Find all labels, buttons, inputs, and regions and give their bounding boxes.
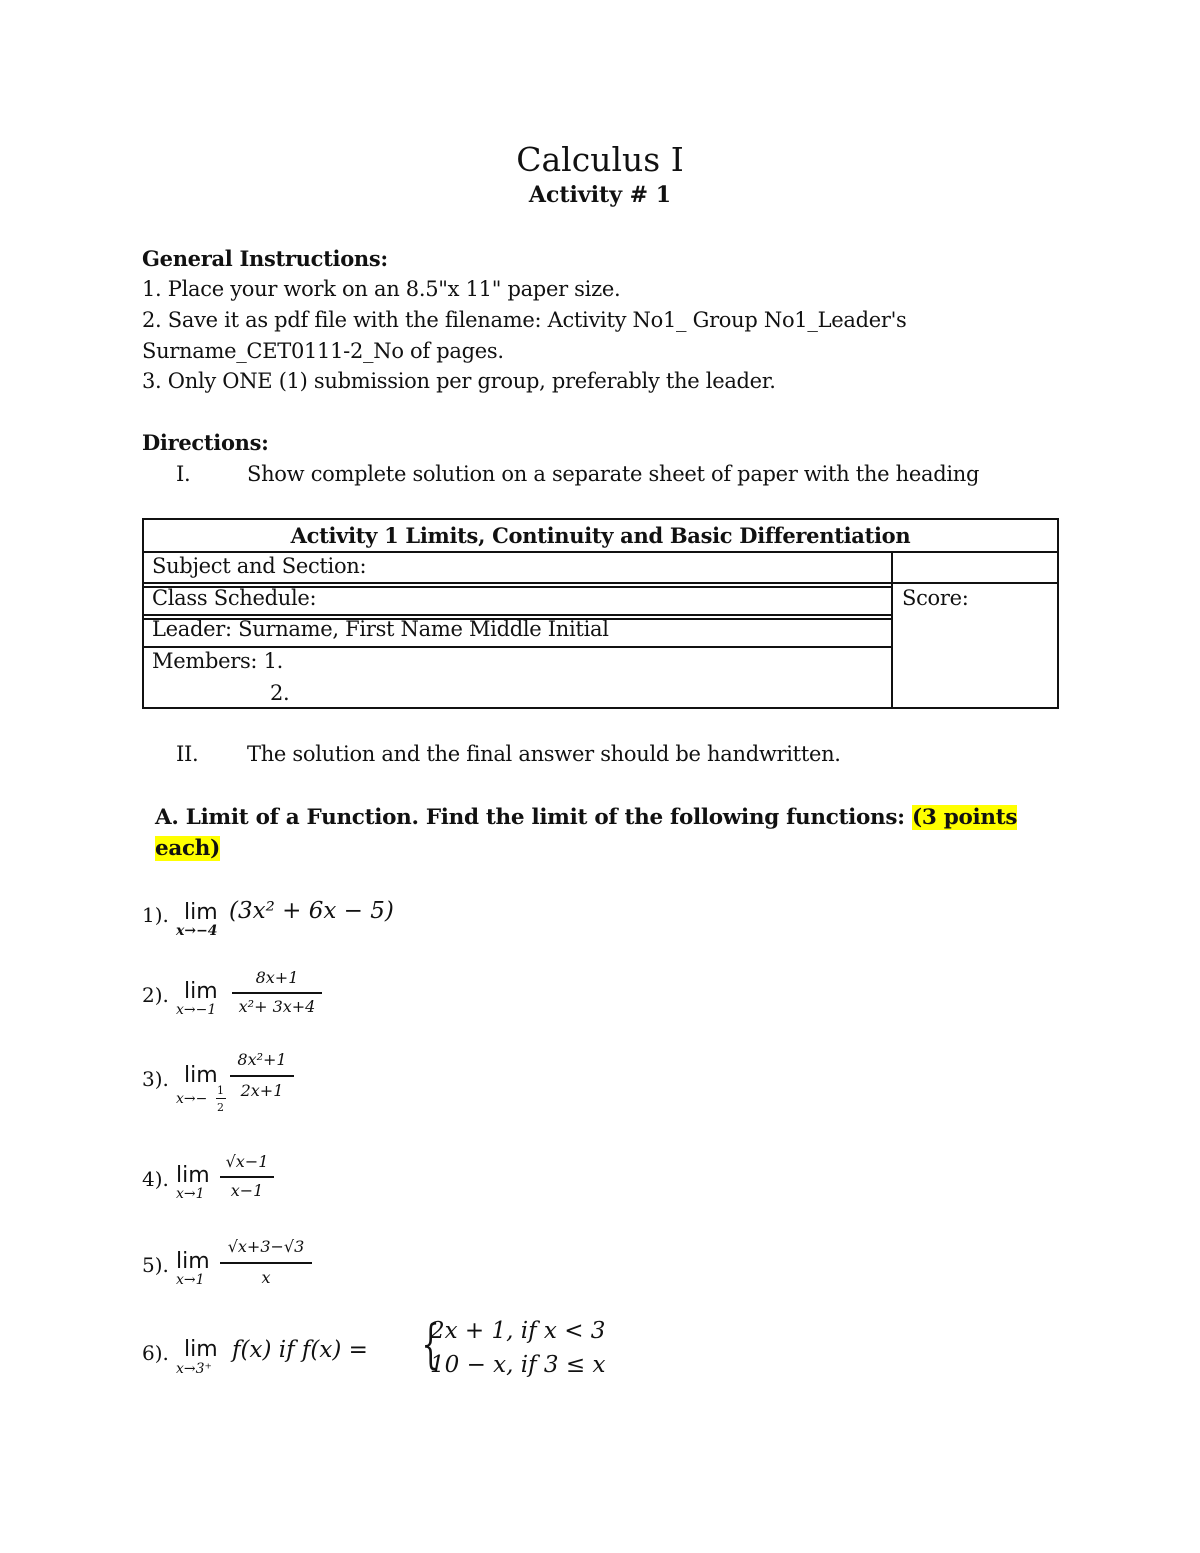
limit-subscript: x→3⁺ — [176, 1361, 212, 1377]
lim-operator: lim — [176, 1249, 210, 1274]
piecewise-case: 2x + 1, if x < 3 — [430, 1318, 606, 1344]
problem-label: 4). — [142, 1167, 169, 1191]
subscript-fraction-numerator: 1 — [217, 1084, 224, 1097]
table-schedule: Class Schedule: — [152, 586, 317, 610]
problem-label: 5). — [142, 1253, 169, 1277]
table-subject: Subject and Section: — [152, 554, 367, 578]
function-definition: f(x) if f(x) = — [232, 1337, 368, 1363]
problem-label: 6). — [142, 1341, 169, 1365]
limit-expression: (3x² + 6x − 5) — [229, 898, 394, 924]
direction-number: I. — [176, 462, 191, 486]
lim-operator: lim — [184, 900, 218, 925]
page-subtitle: Activity # 1 — [528, 182, 672, 208]
fraction-numerator: 8x+1 — [255, 968, 299, 987]
problem-label: 1). — [142, 903, 169, 927]
page-title: Calculus I — [516, 140, 684, 179]
instructions-heading: General Instructions: — [142, 246, 388, 271]
limit-subscript: x→− — [176, 1091, 208, 1107]
direction-number: II. — [176, 742, 199, 766]
fraction-bar — [230, 1075, 294, 1077]
table-score: Score: — [902, 586, 969, 610]
limit-subscript: x→−1 — [176, 1002, 217, 1018]
table-title: Activity 1 Limits, Continuity and Basic Differentiation — [290, 523, 911, 548]
fraction-numerator: √x+3−√3 — [227, 1237, 305, 1256]
heading-table — [142, 518, 1059, 709]
fraction-denominator: 2x+1 — [240, 1081, 284, 1100]
fraction-bar — [220, 1262, 312, 1264]
subscript-fraction-denominator: 2 — [217, 1101, 224, 1114]
fraction-bar — [220, 1176, 274, 1178]
direction-text: Show complete solution on a separate sheet of paper with the heading — [247, 462, 980, 486]
limit-subscript: x→−4 — [176, 923, 218, 939]
directions-heading: Directions: — [142, 430, 269, 455]
fraction-denominator: x−1 — [230, 1181, 264, 1200]
fraction-denominator: x — [261, 1268, 271, 1287]
lim-operator: lim — [184, 979, 218, 1004]
lim-operator: lim — [184, 1337, 218, 1362]
section-a-title: A. Limit of a Function. Find the limit of the following functions: — [155, 805, 905, 830]
problem-label: 3). — [142, 1067, 169, 1091]
instruction-item: 3. Only ONE (1) submission per group, preferably the leader. — [142, 369, 776, 393]
piecewise-case: 10 − x, if 3 ≤ x — [430, 1352, 606, 1378]
table-members-2: 2. — [270, 681, 290, 705]
subscript-fraction-bar — [216, 1098, 226, 1099]
limit-subscript: x→1 — [176, 1272, 205, 1288]
fraction-bar — [232, 992, 322, 994]
lim-operator: lim — [184, 1063, 218, 1088]
fraction-denominator: x²+ 3x+4 — [238, 997, 316, 1016]
instruction-item: Surname_CET0111-2_No of pages. — [142, 339, 504, 363]
limit-subscript: x→1 — [176, 1186, 205, 1202]
table-members: Members: 1. — [152, 649, 284, 673]
instruction-item: 1. Place your work on an 8.5"x 11" paper size. — [142, 277, 621, 301]
instruction-item: 2. Save it as pdf file with the filename: Activity No1_ Group No1_Leader's — [142, 308, 907, 332]
table-leader: Leader: Surname, First Name Middle Initial — [152, 617, 609, 641]
fraction-numerator: 8x²+1 — [237, 1050, 287, 1069]
piecewise-brace: { — [421, 1315, 440, 1375]
fraction-numerator: √x−1 — [225, 1152, 269, 1171]
direction-text: The solution and the final answer should be handwritten. — [247, 742, 841, 766]
problem-label: 2). — [142, 983, 169, 1007]
points-highlight: (3 points — [912, 805, 1018, 830]
points-highlight: each) — [155, 836, 221, 861]
lim-operator: lim — [176, 1163, 210, 1188]
